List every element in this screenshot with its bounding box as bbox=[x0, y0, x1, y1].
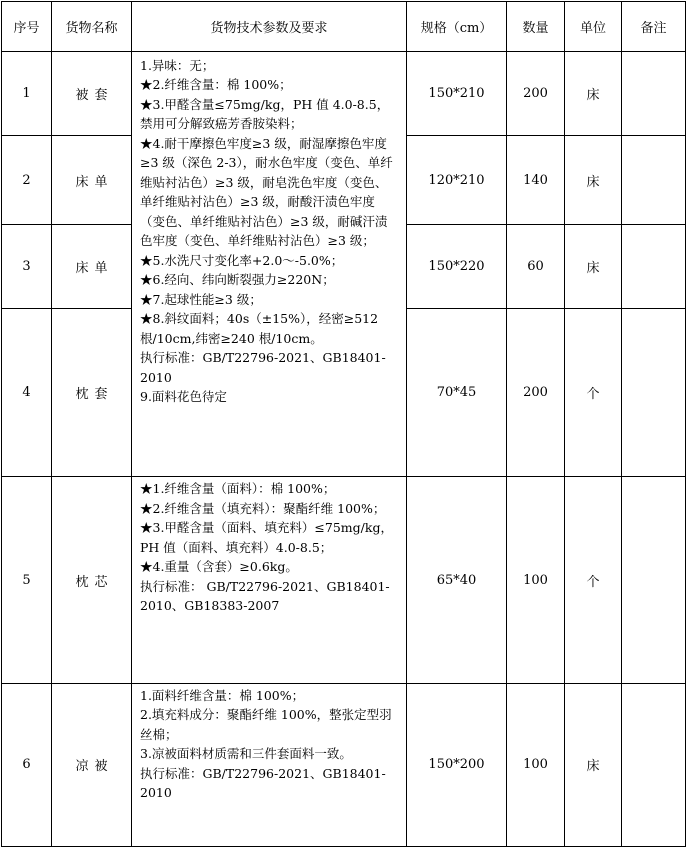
req-line: ★5.水洗尺寸变化率+2.0～-5.0%； bbox=[140, 252, 344, 268]
header-no: 序号 bbox=[2, 2, 52, 52]
cell-remark bbox=[622, 135, 686, 224]
table-row bbox=[2, 477, 686, 684]
header-spec: 规格（cm） bbox=[407, 2, 507, 52]
cell-no: 3 bbox=[2, 225, 52, 309]
cell-name: 枕芯 bbox=[52, 477, 132, 684]
cell-unit: 个 bbox=[565, 309, 622, 477]
cell-unit: 床 bbox=[565, 51, 622, 135]
req-line: 1.面料纤维含量：棉 100%； bbox=[140, 687, 305, 703]
goods-spec-table bbox=[1, 1, 686, 847]
req-line: ★8.斜纹面料；40s（±15%），经密≥512 根/10cm,纬密≥240 根/10cm。 bbox=[140, 311, 379, 346]
cell-qty: 100 bbox=[507, 683, 565, 846]
req-line: ★2.纤维含量：棉 100%； bbox=[140, 77, 292, 93]
cell-qty: 100 bbox=[507, 477, 565, 684]
cell-spec: 150*210 bbox=[407, 51, 507, 135]
header-unit: 单位 bbox=[565, 2, 622, 52]
cell-unit: 个 bbox=[565, 477, 622, 684]
cell-spec: 150*200 bbox=[407, 683, 507, 846]
cell-remark bbox=[622, 51, 686, 135]
req-line: 9.面料花色待定 bbox=[140, 389, 227, 405]
cell-no: 5 bbox=[2, 477, 52, 684]
req-line: 2.填充料成分：聚酯纤维 100%，整张定型羽丝棉； bbox=[140, 707, 392, 742]
header-requirements: 货物技术参数及要求 bbox=[132, 2, 407, 52]
cell-remark bbox=[622, 309, 686, 477]
cell-no: 2 bbox=[2, 135, 52, 224]
cell-requirements bbox=[132, 683, 407, 846]
table-row bbox=[2, 683, 686, 846]
cell-spec: 70*45 bbox=[407, 309, 507, 477]
req-line: ★3.甲醛含量（面料、填充料）≤75mg/kg，PH 值（面料、填充料）4.0-8.5； bbox=[140, 520, 393, 555]
req-line: ★6.经向、纬向断裂强力≥220N； bbox=[140, 272, 335, 288]
req-line: ★7.起球性能≥3 级； bbox=[140, 291, 262, 307]
req-line: 执行标准： GB/T22796-2021、GB18401-2010、GB18383-2007 bbox=[140, 578, 390, 614]
cell-name: 床单 bbox=[52, 225, 132, 309]
req-line: 执行标准：GB/T22796-2021、GB18401-2010 bbox=[140, 350, 386, 385]
cell-qty: 140 bbox=[507, 135, 565, 224]
req-line: 3.凉被面料材质需和三件套面料一致。 bbox=[140, 746, 352, 762]
req-line: 1.异味：无； bbox=[140, 57, 215, 73]
header-row bbox=[2, 2, 686, 52]
table-row bbox=[2, 51, 686, 135]
cell-unit: 床 bbox=[565, 135, 622, 224]
cell-requirements-merged bbox=[132, 51, 407, 477]
cell-name: 枕套 bbox=[52, 309, 132, 477]
cell-no: 6 bbox=[2, 683, 52, 846]
cell-qty: 200 bbox=[507, 309, 565, 477]
cell-qty: 60 bbox=[507, 225, 565, 309]
cell-remark bbox=[622, 225, 686, 309]
cell-no: 1 bbox=[2, 51, 52, 135]
req-line: 执行标准：GB/T22796-2021、GB18401-2010 bbox=[140, 765, 386, 801]
cell-name: 凉被 bbox=[52, 683, 132, 846]
cell-unit: 床 bbox=[565, 225, 622, 309]
cell-name: 被套 bbox=[52, 51, 132, 135]
req-line: ★4.耐干摩擦色牢度≥3 级，耐湿摩擦色牢度≥3 级（深色 2-3），耐水色牢度（变色、单纤维贴衬沾色）≥3 级，耐皂洗色牢度（变色、单纤维贴衬沾色）≥3 级，耐酸汗渍色牢度（变色、单纤维贴衬沾色）≥3 级，耐碱汗渍色牢度（变色、单纤维贴衬沾色）≥3 级； bbox=[140, 135, 393, 249]
cell-no: 4 bbox=[2, 309, 52, 477]
cell-qty: 200 bbox=[507, 51, 565, 135]
req-line: ★1.纤维含量（面料）：棉 100%； bbox=[140, 481, 336, 497]
cell-spec: 65*40 bbox=[407, 477, 507, 684]
cell-remark bbox=[622, 683, 686, 846]
cell-unit: 床 bbox=[565, 683, 622, 846]
req-line: ★2.纤维含量（填充料）：聚酯纤维 100%； bbox=[140, 500, 386, 516]
cell-remark bbox=[622, 477, 686, 684]
cell-spec: 120*210 bbox=[407, 135, 507, 224]
cell-requirements bbox=[132, 477, 407, 684]
header-name: 货物名称 bbox=[52, 2, 132, 52]
header-remark: 备注 bbox=[622, 2, 686, 52]
req-line: ★3.甲醛含量≤75mg/kg，PH 值 4.0-8.5，禁用可分解致癌芳香胺染料； bbox=[140, 96, 390, 132]
cell-name: 床单 bbox=[52, 135, 132, 224]
header-qty: 数量 bbox=[507, 2, 565, 52]
cell-spec: 150*220 bbox=[407, 225, 507, 309]
req-line: ★4.重量（含套）≥0.6kg。 bbox=[140, 559, 298, 575]
